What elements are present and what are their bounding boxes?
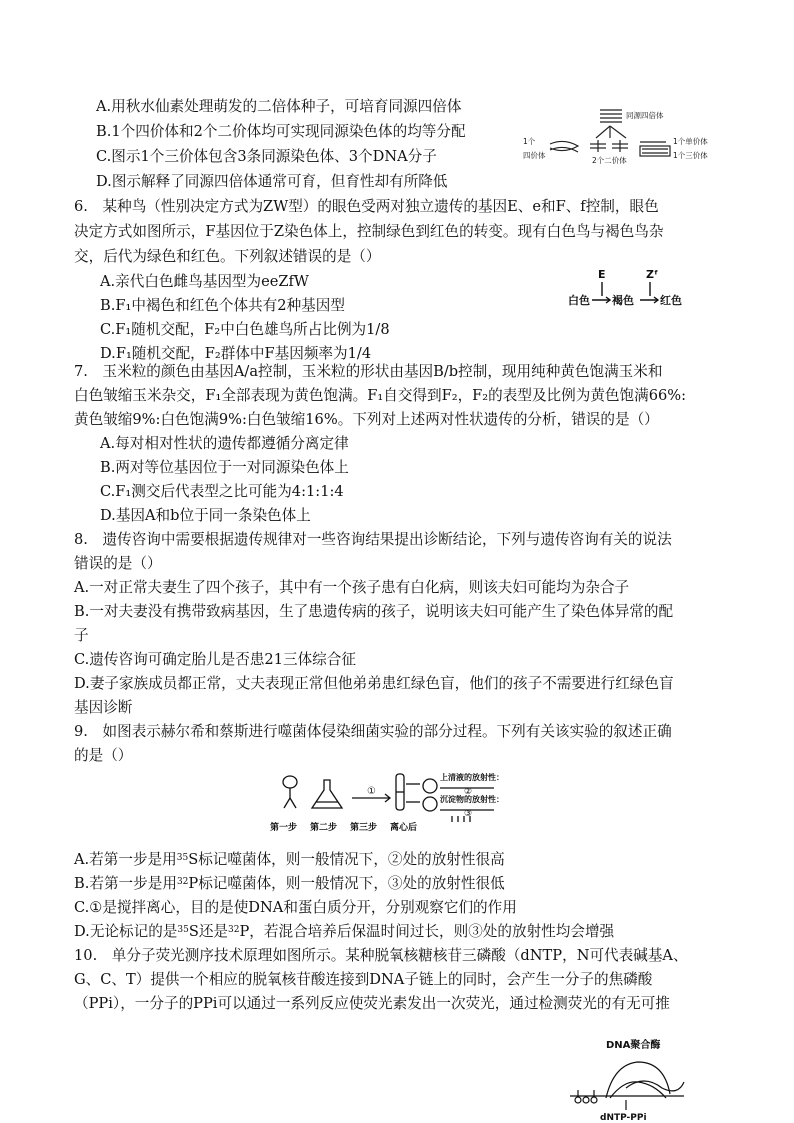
q9-stem-line1: 9. 如图表示赫尔希和蔡斯进行噬菌体侵染细菌实验的部分过程。下列有关该实验的叙述正确 (74, 723, 672, 740)
fig6-color-white: 白色 (568, 294, 590, 307)
q6-stem-line1: 6. 某种鸟（性别决定方式为ZW型）的眼色受两对独立遗传的基因E、e和F、f控制，眼色 (74, 198, 659, 215)
fig5-top-label: 同源四倍体 (626, 111, 664, 120)
q7-option-c: C.F₁测交后代表型之比可能为4:1:1:4 (100, 483, 344, 500)
q9-option-c: C.①是搅拌离心，目的是使DNA和蛋白质分开，分别观察它们的作用 (74, 899, 517, 916)
q7-stem-line2: 白色皱缩玉米杂交，F₁全部表现为黄色饱满。F₁自交得到F₂，F₂的表型及比例为黄色饱满66%: (74, 387, 687, 404)
q6-option-b: B.F₁中褐色和红色个体共有2种基因型 (100, 297, 345, 314)
fig9-circled-2: ② (464, 787, 473, 797)
q7-option-a: A.每对相对性状的遗传都遵循分离定律 (100, 435, 349, 452)
fig9-circled-3: ③ (464, 809, 473, 819)
q7-option-b: B.两对等位基因位于一对同源染色体上 (100, 459, 349, 476)
q8-option-d-line2: 基因诊断 (74, 699, 133, 716)
q10-stem-line1: 10. 单分子荧光测序技术原理如图所示。某种脱氧核糖核苷三磷酸（dNTP，N可代表碱基A、 (74, 947, 688, 964)
fig9-step-3: 第三步 (350, 823, 378, 833)
q9-option-a: A.若第一步是用$^{35}$S标记噬菌体，则一般情况下，②处的放射性很高 (74, 851, 505, 868)
fig5-left-label-1: 1个 (523, 137, 536, 146)
q10-stem-line3: （PPi），一分子的PPi可以通过一系列反应使荧光素发出一次荧光，通过检测荧光的有无可推 (74, 995, 670, 1012)
q5-option-d: D.图示解释了同源四倍体通常可育，但育性却有所降低 (96, 173, 448, 190)
fig6-color-red: 红色 (660, 294, 682, 307)
phage-experiment-figure (268, 770, 528, 836)
eye-color-pathway-figure (568, 266, 694, 312)
q7-option-d: D.基因A和b位于同一条染色体上 (100, 507, 311, 524)
q8-stem-line1: 8. 遗传咨询中需要根据遗传规律对一些咨询结果提出诊断结论，下列与遗传咨询有关的说法 (74, 531, 672, 548)
fig9-step-2: 第二步 (310, 823, 338, 833)
q6-stem-line3: 交，后代为绿色和红色。下列叙述错误的是（） (74, 248, 381, 265)
q6-option-c: C.F₁随机交配，F₂中白色雄鸟所占比例为1/8 (100, 321, 390, 338)
q8-option-b-line1: B.一对夫妻没有携带致病基因，生了患遗传病的孩子，说明该夫妇可能产生了染色体异常的配 (74, 603, 674, 620)
fig9-pellet-label: 沉淀物的放射性： (440, 795, 504, 804)
q8-stem-line2: 错误的是（） (74, 555, 162, 572)
fig6-gene-e: E (598, 268, 606, 281)
fig9-circled-1: ① (367, 786, 376, 797)
fig10-dntp-label: dNTP-PPi (600, 1113, 647, 1122)
q5-option-a: A.用秋水仙素处理萌发的二倍体种子，可培育同源四倍体 (96, 98, 462, 115)
q8-option-d-line1: D.妻子家族成员都正常，丈夫表现正常但他弟弟患红绿色盲，他们的孩子不需要进行红绿色盲 (74, 675, 674, 692)
q5-option-b: B.1个四价体和2个二价体均可实现同源染色体的均等分配 (96, 123, 466, 140)
fig6-color-brown: 褐色 (612, 294, 634, 307)
dna-polymerase-figure (566, 1034, 686, 1122)
q9-option-d: D.无论标记的是$^{35}$S还是$^{32}$P，若混合培养后保温时间过长，则③处的放射性均会增强 (74, 923, 615, 940)
q7-stem-line3: 黄色皱缩9%:白色饱满9%:白色皱缩16%。下列对上述两对性状遗传的分析，错误的是（） (74, 411, 659, 428)
q6-stem-line2: 决定方式如图所示，F基因位于Z染色体上，控制绿色到红色的转变。现有白色鸟与褐色鸟杂 (74, 223, 664, 240)
fig9-supernatant-label: 上清液的放射性： (440, 773, 504, 782)
q8-option-c: C.遗传咨询可确定胎儿是否患21三体综合征 (74, 651, 356, 668)
fig9-step-1: 第一步 (270, 823, 298, 833)
q7-stem-line1: 7. 玉米粒的颜色由基因A/a控制，玉米粒的形状由基因B/b控制，现用纯种黄色饱满玉米和 (74, 363, 663, 380)
fig5-right-label-1: 1个单价体 (673, 137, 708, 146)
q8-option-a: A.一对正常夫妻生了四个孩子，其中有一个孩子患有白化病，则该夫妇可能均为杂合子 (74, 579, 630, 596)
fig10-enzyme-label: DNA聚合酶 (606, 1040, 661, 1051)
q8-option-b-line2: 子 (74, 627, 89, 644)
q6-option-d: D.F₁随机交配，F₂群体中F基因频率为1/4 (100, 345, 372, 362)
q9-option-b: B.若第一步是用$^{32}$P标记噬菌体，则一般情况下，③处的放射性很低 (74, 875, 505, 892)
q9-stem-line2: 的是（） (74, 747, 133, 764)
fig5-mid-label: 2个二价体 (592, 156, 627, 165)
fig5-left-label-2: 四价体 (523, 151, 546, 160)
fig6-gene-zf: Zᶠ (646, 268, 659, 281)
fig5-right-label-2: 1个三价体 (673, 151, 708, 160)
q6-option-a: A.亲代白色雌鸟基因型为eeZfW (100, 273, 309, 290)
q10-stem-line2: G、C、T）提供一个相应的脱氧核苷酸连接到DNA子链上的同时，会产生一分子的焦磷酸 (74, 971, 653, 988)
fig9-after-centrifuge: 离心后 (390, 823, 418, 833)
q5-option-c: C.图示1个三价体包含3条同源染色体、3个DNA分子 (96, 148, 437, 165)
chromosome-pairing-figure (522, 100, 718, 166)
